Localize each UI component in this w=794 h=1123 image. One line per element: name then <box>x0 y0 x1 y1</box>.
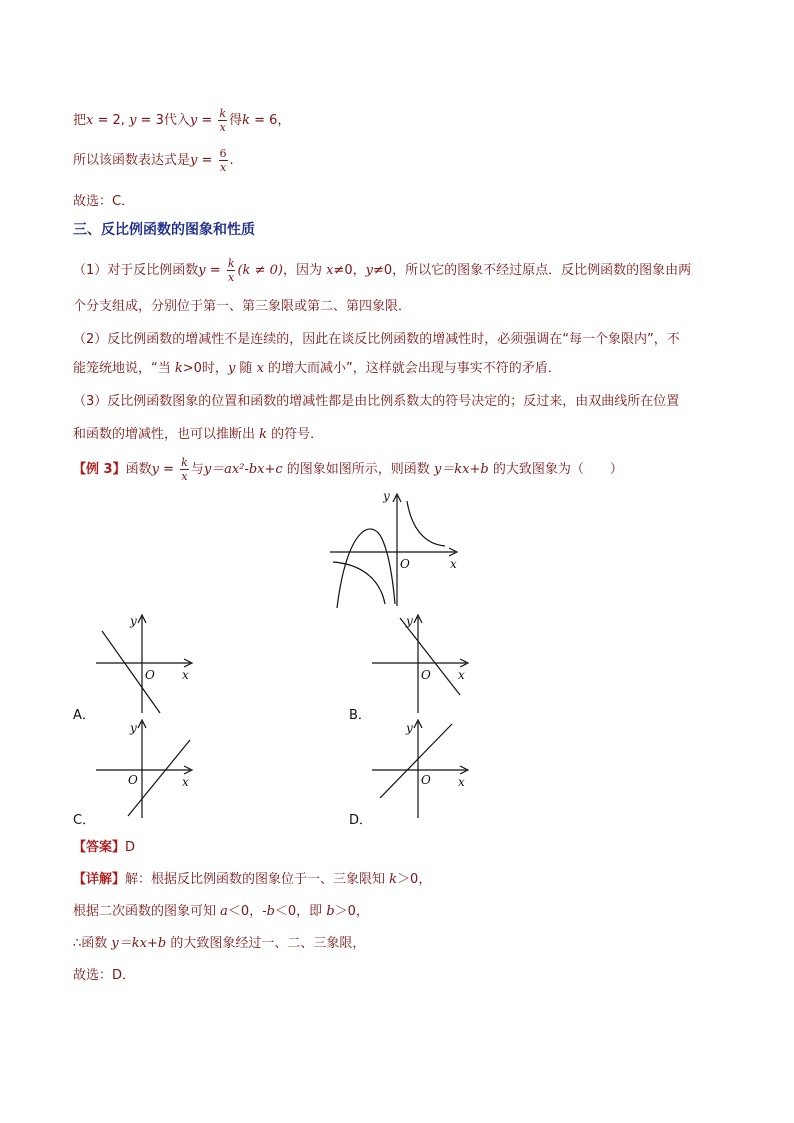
var-y: y <box>227 361 236 376</box>
var-y: y <box>189 113 198 128</box>
var-y: y <box>190 153 198 168</box>
var-k: k <box>242 113 250 128</box>
x-label: x <box>450 557 457 571</box>
text: （1）对于反比例函数 <box>73 263 199 278</box>
example-figure <box>325 486 470 611</box>
para-3-line-2 <box>73 423 323 442</box>
condition: (k ≠ 0) <box>237 263 283 278</box>
para-3-line-1: （3）反比例函数图象的位置和函数的增减性都是由比例系数太的符号决定的；反过来，由双曲线所在位置 <box>73 394 680 409</box>
text: 把 <box>73 113 87 128</box>
text: 的符号． <box>267 427 324 442</box>
line-graph <box>400 618 460 695</box>
detail-line-3 <box>73 932 365 951</box>
text: ≠0， <box>333 263 366 278</box>
x-label: x <box>182 668 189 682</box>
text: 的图象如图所示，则函数 <box>282 462 434 477</box>
detail-line-2 <box>73 900 369 919</box>
origin-label: O <box>421 668 431 682</box>
var-x: x <box>256 361 264 376</box>
x-label: x <box>458 668 465 682</box>
numerator: 6 <box>219 147 227 160</box>
hyperbola-branch-q1 <box>407 501 445 546</box>
fraction-k-over-x <box>227 258 236 283</box>
denominator: x <box>181 470 188 483</box>
text: . <box>229 153 234 168</box>
origin-label: O <box>128 773 138 787</box>
var-x: x <box>326 263 334 278</box>
text: 得 <box>229 113 243 128</box>
text: 函数 <box>125 462 152 477</box>
text: >0时， <box>182 361 228 376</box>
answer-tag: 【答案】 <box>73 840 126 855</box>
example-tag: 【例 3】 <box>73 462 126 477</box>
var-y: y <box>365 263 373 278</box>
para-1-line-2: 个分支组成，分别位于第一、第三象限或第二、第四象限． <box>73 299 412 314</box>
option-b-graph <box>368 613 473 715</box>
y-label: y <box>406 614 413 628</box>
text: 随 <box>235 361 257 376</box>
text: 能笼统地说，“当 <box>73 361 175 376</box>
fraction-k-over-x <box>180 457 189 482</box>
x-label: x <box>182 775 189 789</box>
text: 所以该函数表达式是 <box>73 153 191 168</box>
origin-label: O <box>400 557 410 571</box>
text: 的增大而减小”，这样就会出现与事实不符的矛盾． <box>263 361 561 376</box>
denominator: x <box>228 271 235 284</box>
option-a-graph <box>92 613 197 715</box>
detail-line-4: 故选：D． <box>73 968 136 983</box>
detail-line-1 <box>73 868 431 887</box>
text: ＞0， <box>334 904 369 919</box>
y-label: y <box>130 614 137 628</box>
text: ，因为 <box>282 263 327 278</box>
var-y: y <box>198 263 206 278</box>
option-c-label[interactable]: C． <box>73 813 96 828</box>
option-d-graph <box>368 718 473 820</box>
var-k: k <box>389 872 398 887</box>
text: = 3代入 <box>136 113 190 128</box>
origin-label: O <box>421 773 431 787</box>
option-a-label[interactable]: A． <box>73 708 95 723</box>
linear-expression: y＝kx+b <box>111 936 167 951</box>
y-label: y <box>130 721 137 735</box>
text: = <box>158 462 179 477</box>
var-y: y <box>151 462 159 477</box>
y-label: y <box>383 489 390 503</box>
detail-tag: 【详解】 <box>73 872 126 887</box>
text: ＜0，即 <box>274 904 327 919</box>
solution-line-substitute <box>73 108 290 133</box>
para-2-line-1: （2）反比例函数的增减性不是连续的，因此在谈反比例函数的增减性时，必须强调在“每一个象限内”，不 <box>73 332 680 347</box>
var-b: b <box>326 904 335 919</box>
option-d-label[interactable]: D． <box>349 813 373 828</box>
origin-label: O <box>145 668 155 682</box>
text: = <box>197 153 217 168</box>
denominator: x <box>219 161 227 174</box>
y-label: y <box>406 721 413 735</box>
text: ∴函数 <box>73 936 112 951</box>
para-1-line-1 <box>73 258 691 283</box>
numerator: k <box>181 456 188 469</box>
var-x: x <box>86 113 94 128</box>
x-label: x <box>458 775 465 789</box>
text: 的大致图象经过一、二、三象限， <box>166 936 366 951</box>
text: 解：根据反比例函数的图象位于一、三象限知 <box>125 872 390 887</box>
text: 和函数的增减性，也可以推断出 <box>73 427 260 442</box>
example-3-question <box>73 457 623 482</box>
text: ≠0，所以它的图象不经过原点．反比例函数的图象由两 <box>372 263 692 278</box>
text: = 6， <box>249 113 291 128</box>
para-2-line-2 <box>73 357 561 376</box>
var-y: y <box>129 113 137 128</box>
text: ＜0， <box>227 904 263 919</box>
option-c-graph <box>92 718 197 820</box>
answer-value: D <box>125 840 136 855</box>
numerator: k <box>227 257 235 270</box>
answer-line <box>73 836 135 855</box>
quadratic-expression: y＝ax²-bx+c <box>203 462 283 477</box>
var-a: a <box>220 904 228 919</box>
solution-choice: 故选：C． <box>73 194 135 209</box>
text: 与 <box>190 462 204 477</box>
text: 的大致图象为（ ） <box>488 462 623 477</box>
text: = <box>197 113 217 128</box>
text: = 2, <box>93 113 130 128</box>
solution-line-expression <box>73 148 234 173</box>
linear-expression: y＝kx+b <box>433 462 489 477</box>
text: = <box>205 263 225 278</box>
line-graph <box>380 724 452 798</box>
var-k: k <box>259 427 268 442</box>
section-title: 三、反比例函数的图象和性质 <box>73 222 255 238</box>
text: 根据二次函数的图象可知 <box>73 904 221 919</box>
fraction-6-over-x <box>219 148 228 173</box>
fraction-k-over-x <box>218 108 227 133</box>
option-b-label[interactable]: B． <box>349 708 371 723</box>
denominator: x <box>219 121 226 134</box>
var-neg-b: -b <box>262 904 275 919</box>
numerator: k <box>219 107 227 120</box>
parabola <box>337 529 395 608</box>
text: ＞0， <box>397 872 432 887</box>
var-k: k <box>174 361 183 376</box>
